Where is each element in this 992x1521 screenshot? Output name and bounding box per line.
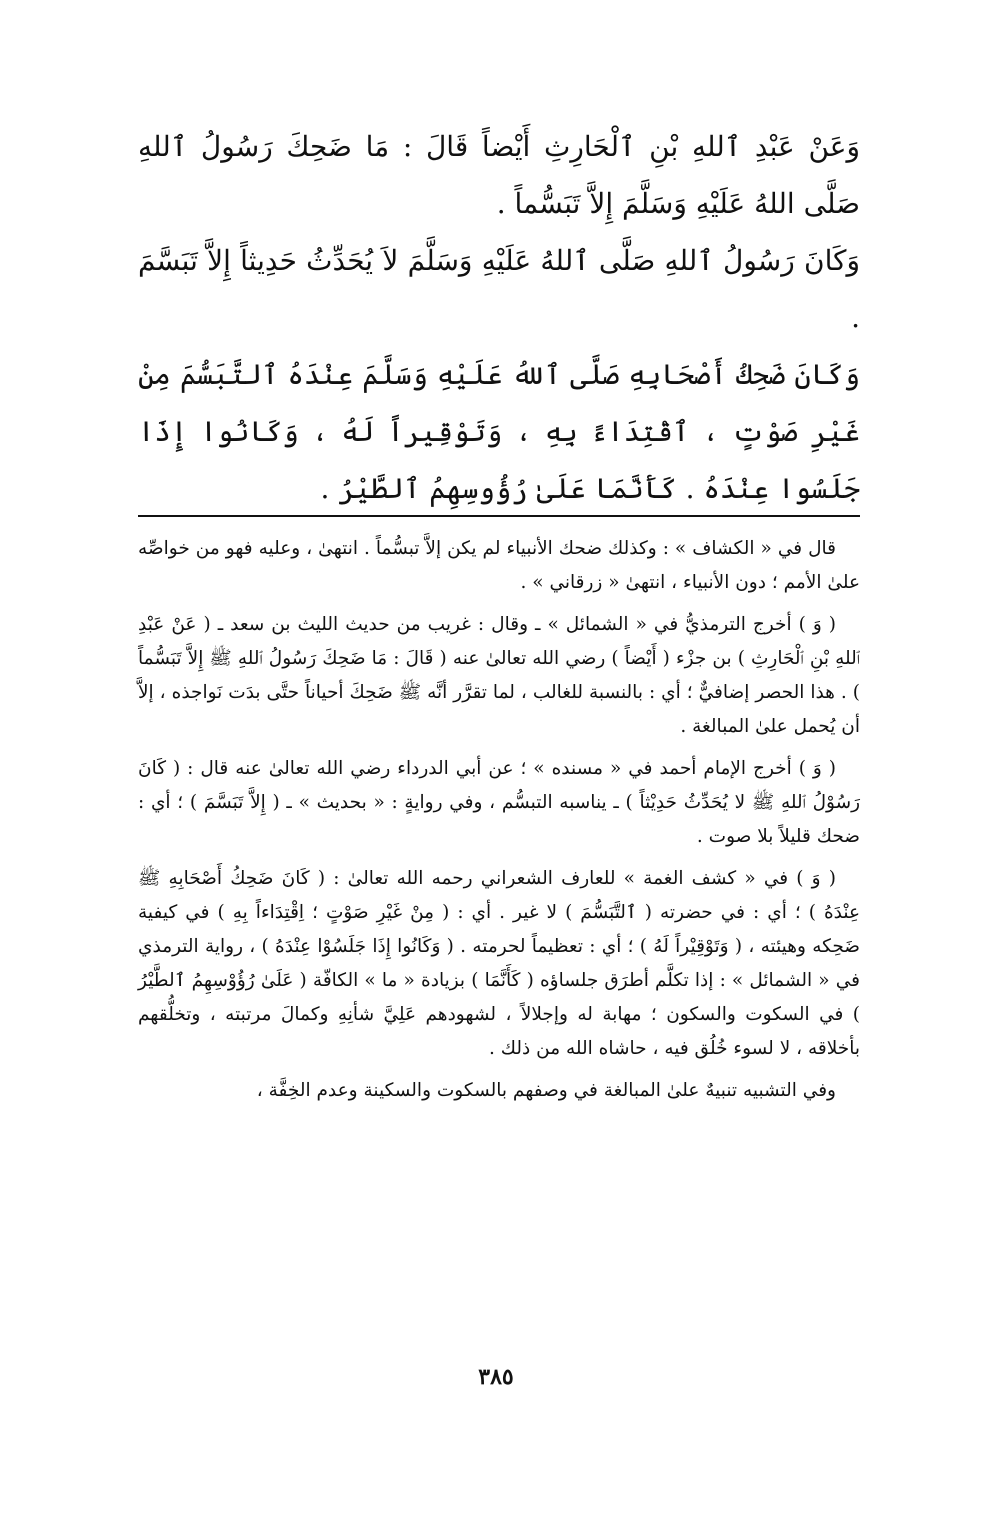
- main-paragraph-1: وَعَنْ عَبْدِ ٱللهِ بْنِ ٱلْحَارِثِ أَيْضاً قَالَ : مَا ضَحِكَ رَسُولُ ٱللهِ صَلَّى اللهُ عَلَيْهِ وَسَلَّمَ إِلاَّ تَبَسُّماً .: [138, 130, 860, 220]
- commentary-paragraph-1: قال في « الكشاف » : وكذلك ضحك الأنبياء لم يكن إلاَّ تبسُّماً . انتهىٰ ، وعليه فهو من خواصِّه علىٰ الأمم ؛ دون الأنبياء ، انتهىٰ « زرقاني » .: [138, 538, 860, 593]
- commentary-paragraph-5: وفي التشبيه تنبيهٌ علىٰ المبالغة في وصفهم بالسكوت والسكينة وعدم الخِفَّة ،: [256, 1080, 836, 1101]
- page-number: ٣٨٥: [478, 1364, 514, 1390]
- commentary-paragraph-2: ( وَ ) أخرج الترمذيُّ في « الشمائل » ـ وقال : غريب من حديث الليث بن سعد ـ ( عَنْ عَبْدِ ٱللهِ بْنِ ٱلْحَارِثِ ) بن جزْء ( أَيْضاً ) رضي الله تعالىٰ عنه ( قَالَ : مَا ضَحِكَ رَسُولُ ٱللهِ ﷺ إِلاَّ تَبَسُّماً ) . هذا الحصر إضافيٌّ ؛ أي : بالنسبة للغالب ، لما تقرَّر أنَّه ﷺ ضَحِكَ أحياناً حتَّى بدَت نَواجذه ، إلاَّ أن يُحمل علىٰ المبالغة .: [138, 614, 860, 737]
- footnote-divider: [138, 515, 860, 517]
- main-text-block: [138, 118, 860, 517]
- commentary-paragraph-4: ( وَ ) في « كشف الغمة » للعارف الشعراني رحمه الله تعالىٰ : ( كَانَ ضَحِكُ أَصْحَابِهِ ﷺ عِنْدَهُ ) ؛ أي : في حضرته ( ٱلتَّبَسُّمَ ) لا غير . أي : ( مِنْ غَيْرِ صَوْتٍ ؛ اِقْتِدَاءاً بِهِ ) في كيفية ضَحِكه وهيئته ، ( وَتَوْقِيْراً لَهُ ) ؛ أي : تعظيماً لحرمته . ( وَكَانُوا إِذَا جَلَسُوْا عِنْدَهُ ) ، رواية الترمذي في « الشمائل » : إذا تكلَّم أطرَق جلساؤه ( كَأَنَّمَا ) بزيادة « ما » الكافّة ( عَلَىٰ رُؤُوْسِهِمُ ٱلطَّيْرُ ) في السكوت والسكون ؛ مهابة له وإجلالاً ، لشهودهم عَلِيَّ شأنِهِ وكمالَ مرتبته ، وتخلُّقهم بأخلاقه ، لا لسوء خُلُق فيه ، حاشاه الله من ذلك .: [138, 868, 860, 1059]
- main-paragraph-2: وَكَانَ رَسُولُ ٱللهِ صَلَّى ٱللهُ عَلَيْهِ وَسَلَّمَ لاَ يُحَدِّثُ حَدِيثاً إِلاَّ تَبَسَّمَ .: [138, 244, 860, 334]
- commentary-block: [138, 532, 860, 1108]
- main-paragraph-3: وَكَانَ ضَحِكُ أَصْحَابِهِ صَلَّى ٱللهُ عَلَيْهِ وَسَلَّمَ عِنْدَهُ ٱلتَّبَسُّمَ مِنْ غَيْرِ صَوْتٍ ، ٱقْتِدَاءً بِهِ ، وَتَوْقِيراً لَهُ ، وَكَانُوا إِذَا جَلَسُوا عِنْدَهُ . كَأَنَّمَا عَلَىٰ رُؤُوسِهِمُ ٱلطَّيْرُ .: [138, 358, 860, 505]
- commentary-paragraph-3: ( وَ ) أخرج الإمام أحمد في « مسنده » ؛ عن أبي الدرداء رضي الله تعالىٰ عنه قال : ( كَانَ رَسُوْلُ ٱللهِ ﷺ لا يُحَدِّثُ حَدِيْثاً ) ـ يناسبه التبسُّم ، وفي روايةٍ : « بحديث » ـ ( إِلاَّ تَبَسَّمَ ) ؛ أي : ضحك قليلاً بلا صوت .: [138, 758, 860, 847]
